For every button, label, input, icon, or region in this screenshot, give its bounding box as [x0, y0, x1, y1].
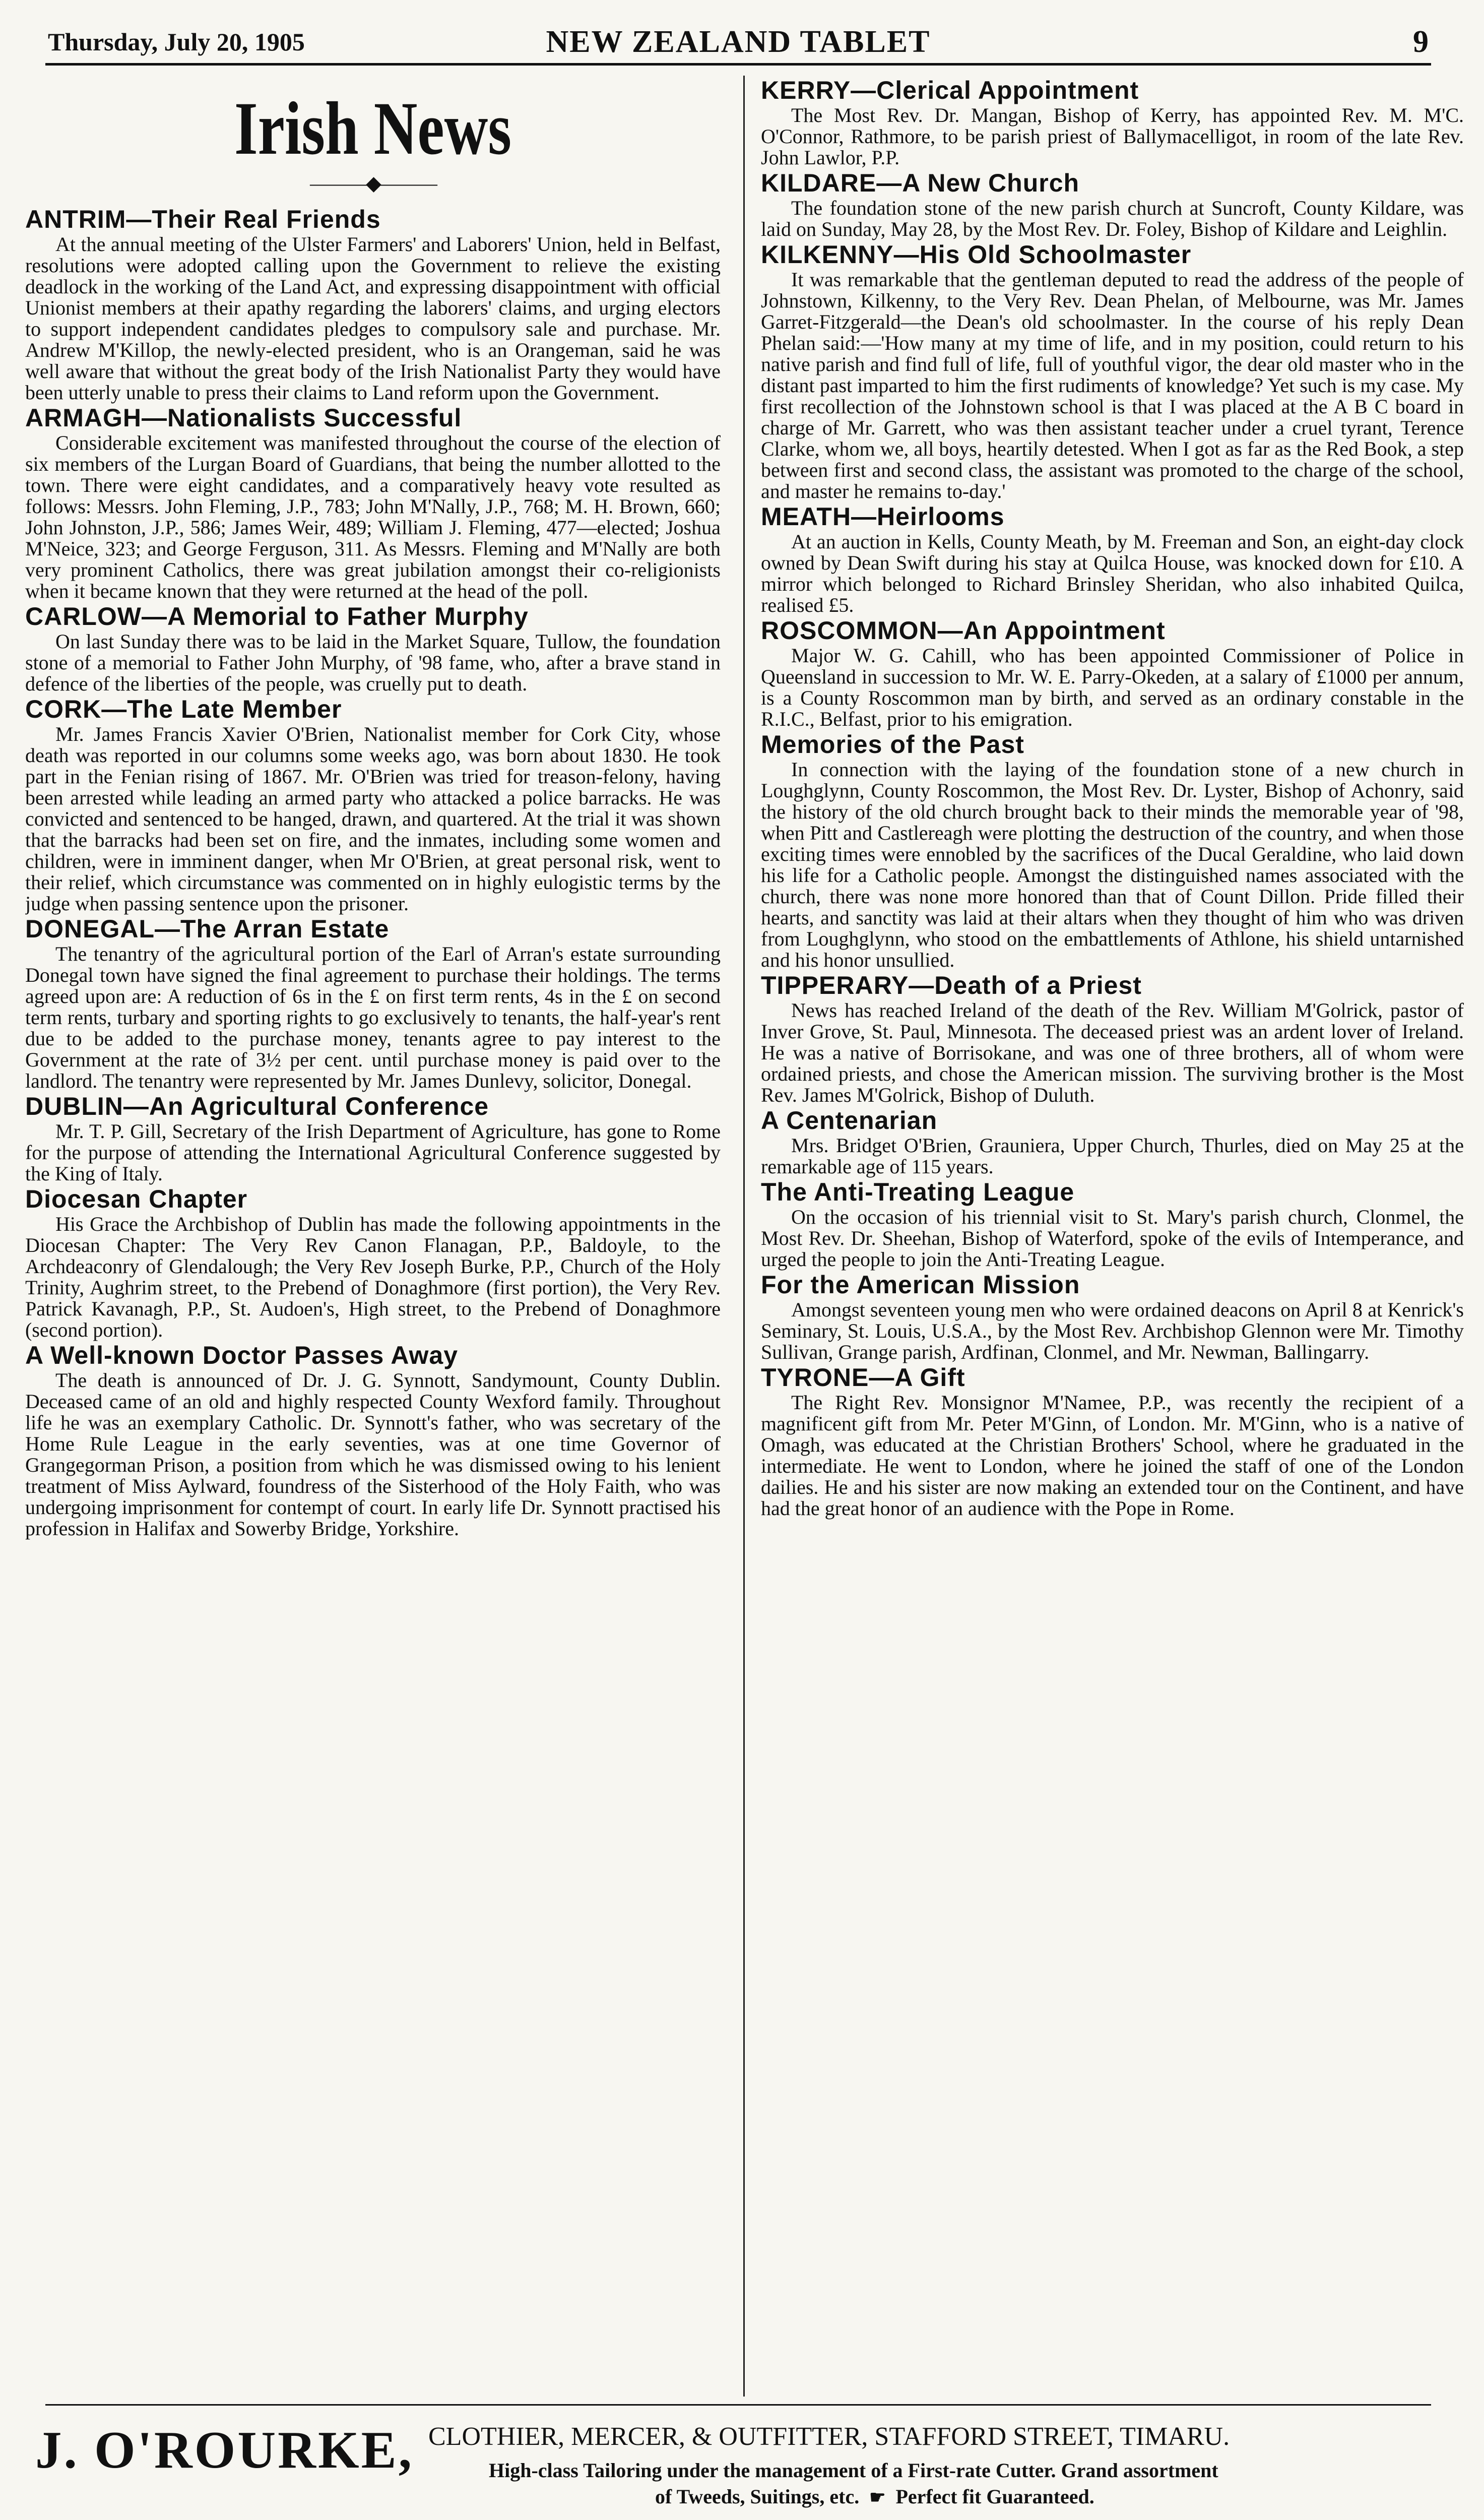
article [25, 1341, 721, 1539]
article-heading: KILDARE—A New Church [761, 169, 1080, 197]
article-heading: A Centenarian [761, 1106, 938, 1135]
article-heading: TIPPERARY—Death of a Priest [761, 971, 1142, 999]
article [761, 1270, 1464, 1363]
article [761, 971, 1464, 1106]
article-paragraph: At the annual meeting of the Ulster Farmers' and Laborers' Union, held in Belfast, resolutions were adopted calling upon the Government to relieve the existing deadlock in the working of the Land Act, and expressing disappointment with official Unionist members at their apathy regarding the laborers' claims, and urging electors to support independent candidates pledges to compulsory sale and purchase. Mr. Andrew M'Killop, the newly-elected president, who is an Orangeman, said he was well aware that without the great body of the Irish Nationalist Party they would have been utterly unable to press their claims to Land reform upon the Government. [25, 233, 721, 404]
article-paragraph: His Grace the Archbishop of Dublin has made the following appointments in the Diocesan Chapter: The Very Rev Canon Flanagan, P.P., Baldoyle, to the Archdeaconry of Glendalough; the Very Rev Joseph Burke, P.P., Church of the Holy Trinity, Aughrim street, to the Prebend of Donaghmore (first portion), the Very Rev. Patrick Kavanagh, P.P., St. Audoen's, High street, to the Prebend of Donaghmore (second portion). [25, 1213, 721, 1341]
article [25, 914, 721, 1092]
article-paragraph: Mrs. Bridget O'Brien, Grauniera, Upper Church, Thurles, died on May 25 at the remarkable age of 115 years. [761, 1134, 1464, 1178]
article [761, 730, 1464, 971]
article-heading: DONEGAL—The Arran Estate [25, 915, 390, 943]
article [761, 1177, 1464, 1270]
article [761, 1106, 1464, 1177]
article [25, 1092, 721, 1184]
right-column [761, 76, 1464, 2397]
article [761, 168, 1464, 240]
pointing-hand-icon: ☛ [869, 2487, 886, 2507]
advertiser-trade: CLOTHIER, MERCER, & OUTFITTER, STAFFORD STREET, TIMARU. [428, 2422, 1230, 2451]
article [761, 616, 1464, 730]
article-paragraph: The foundation stone of the new parish church at Suncroft, County Kildare, was laid on Sunday, May 28, by the Most Rev. Dr. Foley, Bishop of Kildare and Leighlin. [761, 197, 1464, 240]
banner-ornament: ———◆——— [310, 172, 436, 195]
article-paragraph: In connection with the laying of the foundation stone of a new church in Loughglynn, County Roscommon, the Most Rev. Dr. Lyster, Bishop of Achonry, said the history of the old church brought back to their minds the memorable year of '98, when Pitt and Castlereagh were plotting the destruction of the country, and when those exciting times were ennobled by the sacrifices of the Ducal Geraldine, who laid down his life for a Catholic people. Amongst the distinguished names associated with the church, there was none more honored than that of Count Dillon. Pride filled their hearts, and sanctity was laid at their altars when they thought of him who was driven from Loughglynn, who stood on the embattlements of Athlone, his shield untarnished and his honor unsullied. [761, 758, 1464, 971]
article-heading: CORK—The Late Member [25, 695, 342, 723]
article [25, 205, 721, 403]
article-heading: For the American Mission [761, 1271, 1080, 1299]
article [761, 1363, 1464, 1519]
article-heading: TYRONE—A Gift [761, 1363, 965, 1392]
page-number: 9 [1413, 25, 1429, 59]
page-header [48, 24, 1429, 62]
article-paragraph: On last Sunday there was to be laid in the Market Square, Tullow, the foundation stone of a memorial to Father John Murphy, of '98 fame, who, after a brave stand in defence of the liberties of the people, was cruelly put to death. [25, 630, 721, 695]
article-paragraph: News has reached Ireland of the death of the Rev. William M'Golrick, pastor of Inver Grove, St. Paul, Minnesota. The deceased priest was an ardent lover of Ireland. He was a native of Borrisokane, and was one of three brothers, all of whom were ordained priests, and chose the American mission. The surviving brother is the Most Rev. James M'Golrick, Bishop of Duluth. [761, 999, 1464, 1106]
article-paragraph: The Right Rev. Monsignor M'Namee, P.P., was recently the recipient of a magnificent gift from Mr. Peter M'Ginn, of London. Mr. M'Ginn, who is a native of Omagh, was educated at the Christian Brothers' School, where he graduated in the intermediate. He went to London, where he joined the staff of one of the London dailies. He and his sister are now making an extended tour on the Continent, and have had the great honor of an audience with the Pope in Rome. [761, 1391, 1464, 1520]
right-article-list [761, 76, 1464, 1519]
article-paragraph: At an auction in Kells, County Meath, by M. Freeman and Son, an eight-day clock owned by Dean Swift during his stay at Quilca House, was knocked down for £10. A mirror which belonged to Richard Brinsley Sheridan, who also inhabited Quilca, realised £5. [761, 530, 1464, 616]
column-divider [743, 76, 745, 2397]
article-paragraph: The death is announced of Dr. J. G. Synnott, Sandymount, County Dublin. Deceased came of an old and highly respected County Wexford family. Throughout life he was an exemplary Catholic. Dr. Synnott's father, who was secretary of the Home Rule League in the early seventies, was at one time Governor of Grangegorman Prison, a position from which he was dismissed owing to his lenient treatment of Miss Aylward, foundress of the Sisterhood of the Holy Faith, who was undergoing imprisonment for contempt of court. In early life Dr. Synnott practised his profession in Halifax and Sowerby Bridge, Yorkshire. [25, 1369, 721, 1540]
article-heading: Memories of the Past [761, 730, 1024, 759]
article [761, 240, 1464, 502]
article-heading: MEATH—Heirlooms [761, 502, 1005, 531]
advertisement-footer [35, 2414, 1446, 2515]
article-paragraph: On the occasion of his triennial visit to St. Mary's parish church, Clonmel, the Most Rev. Dr. Sheehan, Bishop of Waterford, spoke of the evils of Intemperance, and urged the people to join the Anti-Treating League. [761, 1206, 1464, 1271]
section-banner: Irish News [234, 87, 512, 170]
article-heading: The Anti-Treating League [761, 1178, 1075, 1206]
article-paragraph: The Most Rev. Dr. Mangan, Bishop of Kerry, has appointed Rev. M. M'C. O'Connor, Rathmore, to be parish priest of Ballymacelligot, in room of the late Rev. John Lawlor, P.P. [761, 104, 1464, 169]
article [25, 695, 721, 914]
article-heading: ANTRIM—Their Real Friends [25, 205, 381, 233]
article-heading: ARMAGH—Nationalists Successful [25, 404, 462, 432]
article-paragraph: Mr. T. P. Gill, Secretary of the Irish Department of Agriculture, has gone to Rome for the purpose of attending the International Agricultural Conference suggested by the King of Italy. [25, 1120, 721, 1185]
article [25, 1184, 721, 1341]
fit-guarantee-text: Perfect fit Guaranteed. [895, 2485, 1094, 2508]
masthead-title: NEW ZEALAND TABLET [546, 25, 931, 59]
article [761, 502, 1464, 616]
footer-rule [45, 2404, 1431, 2406]
article [25, 602, 721, 695]
advertiser-tagline: High-class Tailoring under the management of a First-rate Cutter. Grand assortment [489, 2459, 1218, 2482]
article-heading: ROSCOMMON—An Appointment [761, 616, 1166, 645]
article-paragraph: Mr. James Francis Xavier O'Brien, Nationalist member for Cork City, whose death was reported in our columns some weeks ago, was born about 1830. He took part in the Fenian rising of 1867. Mr. O'Brien was tried for treason-felony, having been arrested while leading an armed party who attacked a police barracks. He was convicted and sentenced to be hanged, drawn, and quartered. At the trial it was shown that the barracks had been set on fire, and the inmates, including some women and children, were in imminent danger, when Mr O'Brien, at great personal risk, went to their relief, which circumstance was commented on in highly eulogistic terms by the judge when passing sentence upon the prisoner. [25, 723, 721, 915]
article [25, 403, 721, 602]
article-heading: DUBLIN—An Agricultural Conference [25, 1092, 489, 1120]
tweeds-text: of Tweeds, Suitings, etc. [655, 2485, 860, 2508]
article-heading: CARLOW—A Memorial to Father Murphy [25, 602, 529, 631]
article-paragraph: The tenantry of the agricultural portion of the Earl of Arran's estate surrounding Donegal town have signed the final agreement to purchase their holdings. The terms agreed upon are: A reduction of 6s in the £ on first term rents, 4s in the £ on second term rents, turbary and sporting rights to go exclusively to tenants, the half-year's rent due to be added to the purchase money, tenants agree to pay interest to the Government at the rate of 3½ per cent. until purchase money is paid over to the landlord. The tenantry were represented by Mr. James Dunlevy, solicitor, Donegal. [25, 942, 721, 1092]
article-heading: Diocesan Chapter [25, 1185, 248, 1213]
article-heading: KILKENNY—His Old Schoolmaster [761, 240, 1192, 269]
article-paragraph: Considerable excitement was manifested throughout the course of the election of six members of the Lurgan Board of Guardians, that being the number allotted to the town. There were eight candidates, and a comparatively heavy vote resulted as follows: Messrs. John Fleming, J.P., 783; John M'Nally, J.P., 768; M. H. Brown, 660; John Johnston, J.P., 586; James Weir, 489; William J. Fleming, 477—elected; Joshua M'Neice, 323; and George Ferguson, 311. As Messrs. Fleming and M'Nally are both very prominent Catholics, there was great jubilation amongst their co-religionists when it became known that they were returned at the head of the poll. [25, 431, 721, 602]
left-article-list [25, 205, 721, 1539]
article-heading: KERRY—Clerical Appointment [761, 76, 1139, 104]
advertiser-name: J. O'ROURKE, [35, 2420, 414, 2479]
advertiser-tagline-2 [655, 2485, 1094, 2508]
article-paragraph: Amongst seventeen young men who were ordained deacons on April 8 at Kenrick's Seminary, St. Louis, U.S.A., by the Most Rev. Archbishop Glennon were Mr. Timothy Sullivan, Grange parish, Ardfinan, Clonmel, and Mr. Newman, Ballingarry. [761, 1298, 1464, 1363]
article-heading: A Well-known Doctor Passes Away [25, 1341, 459, 1369]
article-paragraph: Major W. G. Cahill, who has been appointed Commissioner of Police in Queensland in succession to Mr. W. E. Parry-Okeden, at a salary of £1000 per annum, is a County Roscommon man by birth, and served as an ordinary constable in the R.I.C., Belfast, prior to his emigration. [761, 644, 1464, 730]
article [761, 76, 1464, 168]
article-paragraph: It was remarkable that the gentleman deputed to read the address of the people of Johnstown, Kilkenny, to the Very Rev. Dean Phelan, of Melbourne, was Mr. James Garret-Fitzgerald—the Dean's old schoolmaster. In the course of his reply Dean Phelan said:—'How many at my time of life, and in my position, could return to his native parish and find full of life, full of youthful vigor, the dear old master who in the distant past imparted to him the first rudiments of knowledge? Yet such is my case. My first recollection of the Johnstown school is that I was placed at the A B C board in charge of Mr. Garrett, who was then assistant teacher under a cruel tyrant, Terence Clarke, whom we, all boys, heartily detested. When I got as far as the Red Book, a step between first and second class, the assistant was promoted to the charge of the school, and master he remains to-day.' [761, 268, 1464, 502]
header-rule [45, 63, 1431, 66]
issue-date: Thursday, July 20, 1905 [48, 28, 305, 56]
left-column [25, 76, 721, 2397]
